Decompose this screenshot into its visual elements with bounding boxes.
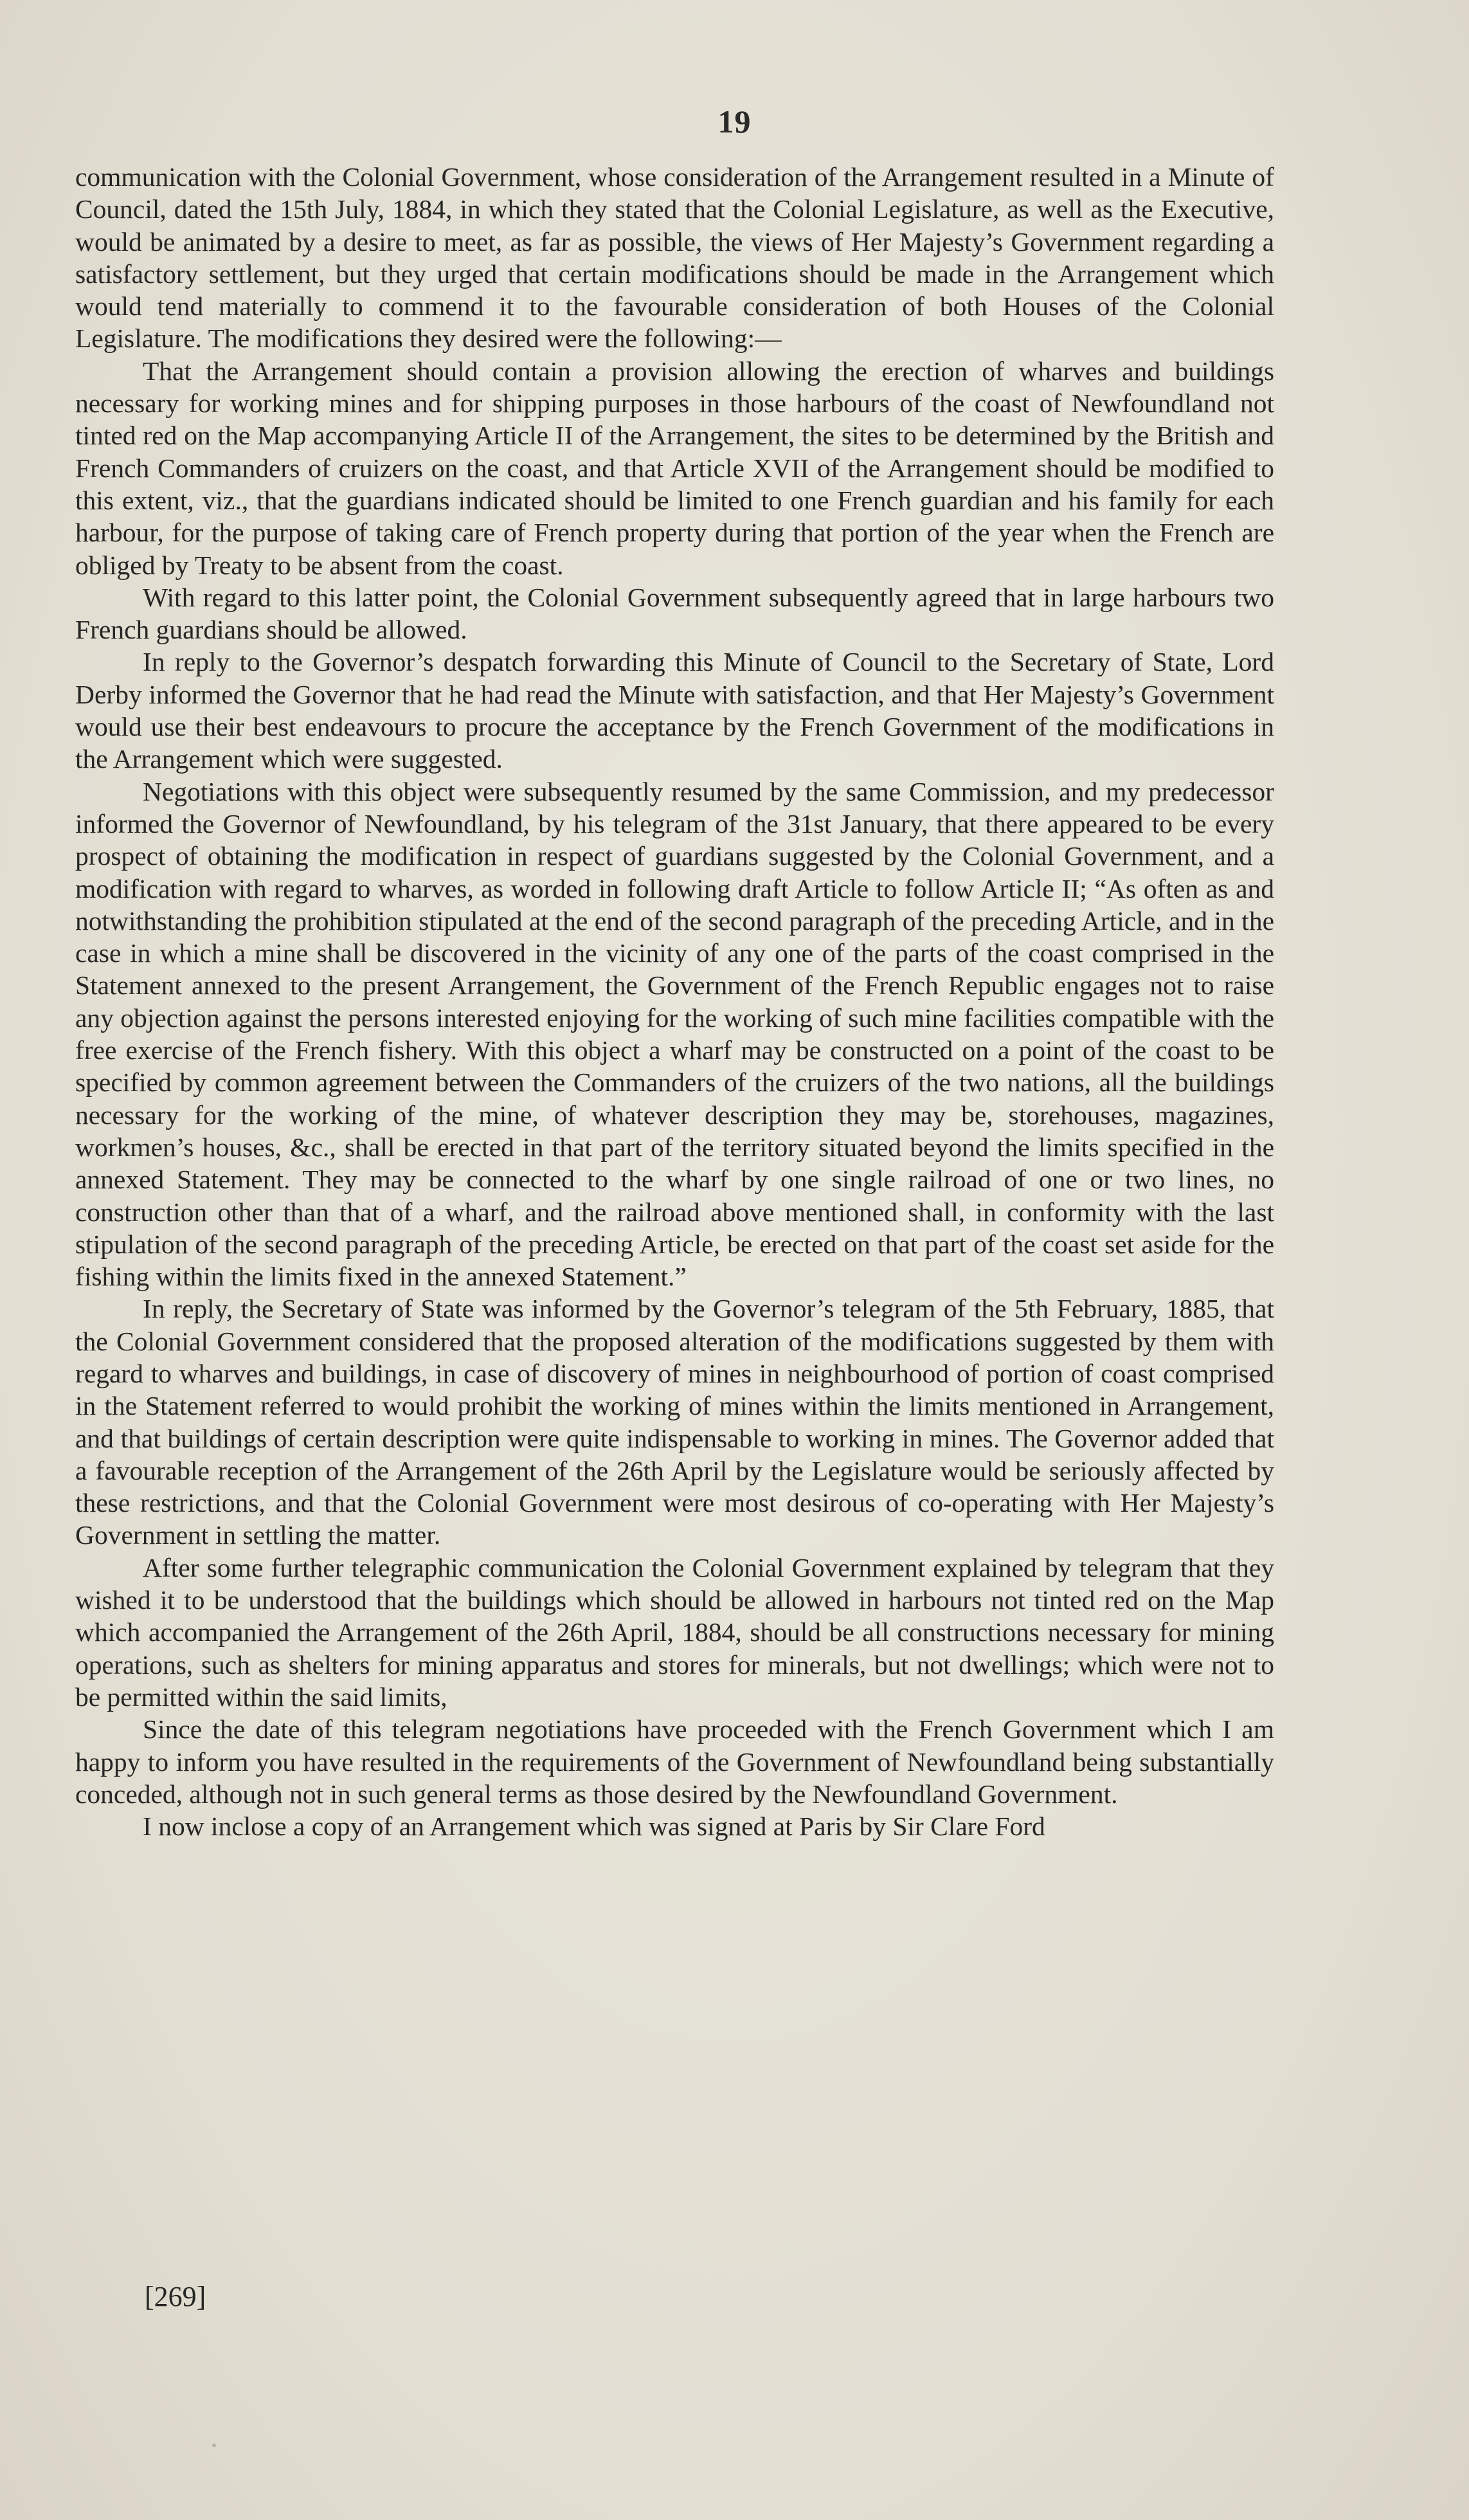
paragraph-9: I now inclose a copy of an Arrangement which was signed at Paris by Sir Clare Ford [143,1811,1045,1842]
paragraph-3: With regard to this latter point, the Colonial Government subsequently agreed that in large harbours two French guardians should be allowed. [75,582,1274,645]
paragraph-5: Negotiations with this object were subsequently resumed by the same Commission, and my predecessor informed the Governor of Newfoundland, by his telegram of the 31st January, that there appeared to be every prospect of obtaining the modification in respect of guardians suggested by the Colonial Government, and a modification with regard to wharves, as worded in following draft Article to follow Article II; “As often as and notwithstanding the prohibition stipulated at the end of the second paragraph of the preceding Article, and in the case in which a mine shall be discovered in the vicinity of any one of the parts of the coast comprised in the Statement annexed to the present Arrangement, the Government of the French Republic engages not to raise any objection against the persons interested enjoying for the working of such mine facilities compatible with the free exercise of the French fishery. With this object a wharf may be constructed on a point of the coast to be specified by common agreement between the Commanders of the cruizers of the two nations, all the buildings necessary for the working of the mine, of whatever description they may be, storehouses, magazines, workmen’s houses, &c., shall be erected in that part of the territory situated beyond the limits specified in the annexed Statement. They may be connected to the wharf by one single railroad of one or two lines, no construction other than that of a wharf, and the railroad above mentioned shall, in conformity with the last stipulation of the second paragraph of the preceding Article, be erected on that part of the coast set aside for the fishing within the limits fixed in the annexed Statement.” [75,776,1274,1292]
paragraph-4: In reply to the Governor’s despatch forwarding this Minute of Council to the Secretary of State, Lord Derby informed the Governor that he had read the Minute with satisfaction, and that Her Majesty’s Government would use their best endeavours to procure the acceptance by the French Government of the modifications in the Arrangement which were suggested. [75,647,1274,774]
signature-mark: [269] [145,2281,206,2312]
paragraph-8: Since the date of this telegram negotiations have proceeded with the French Government which I am happy to inform you have resulted in the requirements of the Government of Newfoundland being substantially conceded, although not in such general terms as those desired by the Newfoundland Government. [75,1714,1274,1809]
paragraph-1: communication with the Colonial Government, whose consideration of the Arrangement resulted in a Minute of Council, dated the 15th July, 1884, in which they stated that the Colonial Legislature, as well as the Executive, would be animated by a desire to meet, as far as possible, the views of Her Majesty’s Government regarding a satisfactory settlement, but they urged that certain modifications should be made in the Arrangement which would tend materially to commend it to the favourable consideration of both Houses of the Colonial Legislature. The modifications they desired were the following:— [75,162,1274,354]
body-text [75,161,1274,1842]
page-number: 19 [717,104,752,140]
paragraph-7: After some further telegraphic communication the Colonial Government explained by telegram that they wished it to be understood that the buildings which should be allowed in harbours not tinted red on the Map which accompanied the Arrangement of the 26th April, 1884, should be all constructions necessary for mining operations, such as shelters for mining apparatus and stores for minerals, but not dwellings; which were not to be permitted within the said limits, [75,1552,1274,1712]
paper-speck [212,2443,216,2447]
paragraph-6: In reply, the Secretary of State was informed by the Governor’s telegram of the 5th February, 1885, that the Colonial Government considered that the proposed alteration of the modifications suggested by them with regard to wharves and buildings, in case of discovery of mines in neighbourhood of portion of coast comprised in the Statement referred to would prohibit the working of mines within the limits mentioned in Arrangement, and that buildings of certain description were quite indispensable to working in mines. The Governor added that a favourable reception of the Arrangement of the 26th April by the Legislature would be seriously affected by these restrictions, and that the Colonial Government were most desirous of co-operating with Her Majesty’s Government in settling the matter. [75,1294,1274,1550]
paragraph-2: That the Arrangement should contain a provision allowing the erection of wharves and buildings necessary for working mines and for shipping purposes in those harbours of the coast of Newfoundland not tinted red on the Map accompanying Article II of the Arrangement, the sites to be determined by the British and French Commanders of cruizers on the coast, and that Article XVII of the Arrangement should be modified to this extent, viz., that the guardians indicated should be limited to one French guardian and his family for each harbour, for the purpose of taking care of French property during that portion of the year when the French are obliged by Treaty to be absent from the coast. [75,356,1274,580]
